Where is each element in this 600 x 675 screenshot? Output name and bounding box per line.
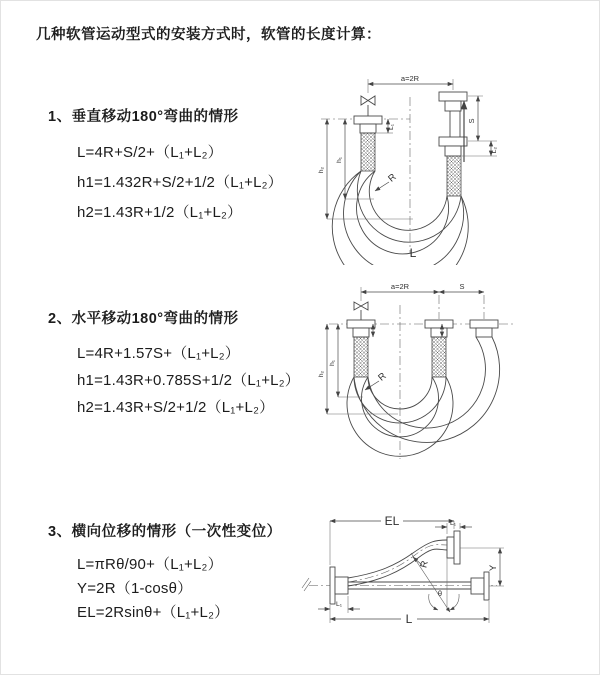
radius-line	[411, 553, 450, 612]
label-l1: L₁	[388, 123, 395, 131]
formula-2-L: L=4R+1.57S+（L₁+L₂）	[77, 345, 240, 362]
formula-2-h2: h2=1.43R+S/2+1/2（L₁+L₂）	[77, 399, 275, 416]
middle-flange	[425, 320, 453, 337]
formula-1-h2: h2=1.43R+1/2（L₁+L₂）	[77, 204, 243, 221]
label-l1-top: L₁	[449, 520, 457, 527]
label-l1-bottom: L₁	[335, 601, 343, 608]
hose-s-curve	[348, 540, 447, 586]
leader-r	[375, 182, 389, 191]
label-h1: h₁	[336, 156, 343, 164]
page-title: 几种软管运动型式的安装方式时，软管的长度计算：	[36, 27, 381, 43]
right-pipe	[450, 111, 460, 137]
section-1	[48, 105, 283, 228]
formula-2-h1: h1=1.43R+0.785S+1/2（L₁+L₂）	[77, 372, 300, 389]
formula-1-h1: h1=1.432R+S/2+1/2（L₁+L₂）	[77, 174, 283, 191]
label-a2r: a=2R	[400, 74, 420, 83]
formula-3-L: L=πRθ/90+（L₁+L₂）	[77, 556, 223, 573]
label-h2: h₂	[318, 370, 325, 378]
braided-hose-left	[361, 133, 375, 171]
section-2-formulas	[48, 340, 300, 421]
diagram-vertical-movement-180	[301, 67, 591, 265]
section-3-heading: 3、横向位移的情形（一次性变位）	[48, 524, 282, 540]
section-2	[48, 307, 300, 421]
label-l2: L₂	[491, 146, 498, 154]
section-3-formulas	[48, 553, 282, 625]
braided-hose-middle	[432, 337, 446, 377]
label-l: L	[409, 246, 417, 260]
label-r: R	[418, 559, 431, 570]
section-1-heading: 1、垂直移动180°弯曲的情形	[48, 109, 239, 125]
valve-icon	[361, 96, 375, 116]
formula-1-L: L=4R+S/2+（L₁+L₂）	[77, 144, 223, 161]
formula-3-EL: EL=2Rsinθ+（L₁+L₂）	[77, 604, 230, 621]
label-theta: θ	[437, 589, 443, 598]
label-a2r: a=2R	[390, 282, 410, 291]
right-upper-flange	[447, 531, 460, 564]
leader-r	[365, 381, 379, 390]
label-l: L	[405, 612, 413, 626]
label-r: R	[386, 171, 399, 185]
valve-icon	[354, 302, 368, 320]
left-flange	[354, 116, 382, 133]
label-h1: h₁	[329, 359, 336, 367]
right-lower-flange	[471, 572, 489, 600]
left-flange	[330, 567, 348, 604]
label-r: R	[376, 370, 389, 384]
label-s: S	[459, 282, 465, 291]
centerline-break-mark	[302, 578, 311, 591]
right-flange-upper	[439, 92, 467, 111]
braided-hose-right	[447, 156, 461, 196]
angle-arc-right	[450, 594, 459, 610]
angle-arc-left	[429, 594, 438, 610]
section-3	[48, 520, 282, 625]
label-h2: h₂	[318, 166, 325, 174]
label-y: Y	[488, 564, 499, 572]
diagram-horizontal-movement-180	[301, 279, 600, 477]
label-el: EL	[384, 514, 400, 528]
right-flange-lower	[439, 137, 467, 156]
section-1-formulas	[48, 138, 283, 228]
left-flange	[347, 320, 375, 337]
formula-3-Y: Y=2R（1-cosθ）	[77, 580, 193, 597]
right-flange	[470, 320, 498, 337]
diagram-lateral-displacement	[301, 501, 600, 663]
label-s: S	[467, 118, 476, 124]
section-2-heading: 2、水平移动180°弯曲的情形	[48, 311, 239, 327]
braided-hose-left	[354, 337, 368, 377]
